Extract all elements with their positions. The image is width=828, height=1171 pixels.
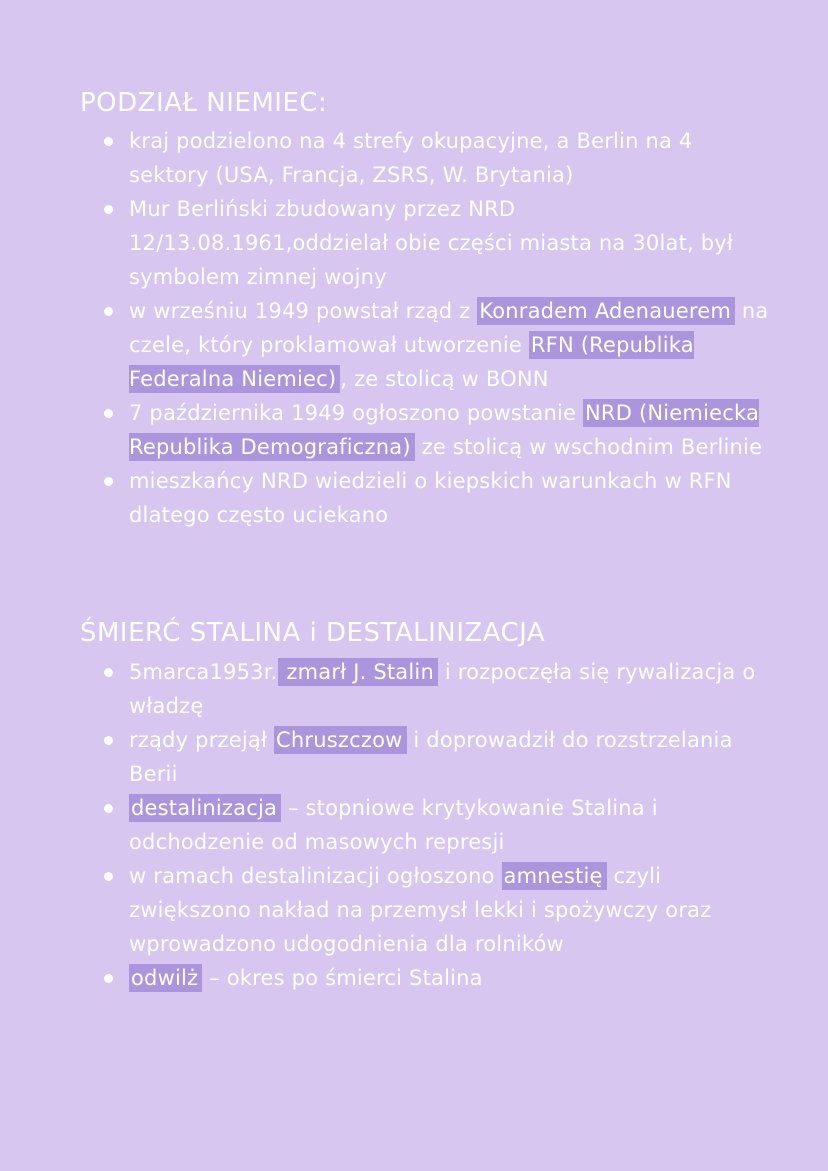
highlighted-term: odwilż (129, 964, 202, 992)
bullet-icon (104, 409, 113, 418)
highlighted-term: NRD (Niemiecka Republika Demograficzna) (129, 401, 760, 459)
highlighted-term: amnestię (502, 862, 607, 890)
highlighted-term: zmarł J. Stalin (278, 658, 438, 686)
list-item (0, 859, 769, 961)
highlighted-term: Konradem Adenauerem (477, 297, 735, 325)
bullet-list-destalinization (0, 655, 769, 995)
list-item (0, 791, 769, 859)
bullet-icon (104, 477, 113, 486)
item-text: ze stolicą w wschodnim Berlinie (414, 435, 763, 459)
bullet-icon (104, 137, 113, 146)
highlighted-term: RFN (Republika Federalna Niemiec) (129, 333, 694, 391)
highlighted-term: Chruszczow (274, 726, 406, 754)
item-text: i rozpoczęła się rywalizacja o władzę (129, 660, 756, 718)
item-text: – stopniowe krytykowanie Stalina i odchodzenie od masowych represji (129, 796, 658, 854)
list-item (0, 961, 769, 995)
bullet-icon (104, 205, 113, 214)
section-title-division-of-germany: PODZIAŁ NIEMIEC: (80, 88, 328, 118)
list-item (0, 192, 769, 294)
item-text: – okres po śmierci Stalina (202, 966, 483, 990)
item-text: , ze stolicą w BONN (340, 367, 549, 391)
item-text: Mur Berliński zbudowany przez NRD 12/13.08.1961,oddzielał obie części miasta na 30lat, był symbolem zimnej wojny (129, 197, 734, 289)
item-text: rządy przejął (129, 728, 275, 752)
list-item (0, 396, 769, 464)
bullet-icon (104, 668, 113, 677)
item-text: i doprowadził do rozstrzelania Berii (129, 728, 733, 786)
item-text: 7 października 1949 ogłoszono powstanie (129, 401, 584, 425)
list-item (0, 464, 769, 532)
list-item (0, 294, 769, 396)
highlighted-term: destalinizacja (129, 794, 281, 822)
bullet-list-division-of-germany (0, 124, 769, 532)
bullet-icon (104, 872, 113, 881)
item-text: mieszkańcy NRD wiedzieli o kiepskich warunkach w RFN dlatego często uciekano (129, 469, 732, 527)
bullet-icon (104, 736, 113, 745)
bullet-icon (104, 804, 113, 813)
bullet-icon (104, 307, 113, 316)
bullet-icon (104, 974, 113, 983)
item-text: w wrześniu 1949 powstał rząd z (129, 299, 478, 323)
item-text: kraj podzielono na 4 strefy okupacyjne, a Berlin na 4 sektory (USA, Francja, ZSRS, W. Brytania) (129, 129, 693, 187)
item-text: 5marca1953r. (129, 660, 278, 684)
item-text: czyli zwiększono nakład na przemysł lekki i spożywczy oraz wprowadzono udogodnienia dla rolników (129, 864, 712, 956)
list-item (0, 124, 769, 192)
item-text: w ramach destalinizacji ogłoszono (129, 864, 502, 888)
section-title-stalin-death: ŚMIERĆ STALINA i DESTALINIZACJA (80, 618, 546, 648)
list-item (0, 723, 769, 791)
list-item (0, 655, 769, 723)
item-text: na czele, który proklamował utworzenie (129, 299, 769, 357)
